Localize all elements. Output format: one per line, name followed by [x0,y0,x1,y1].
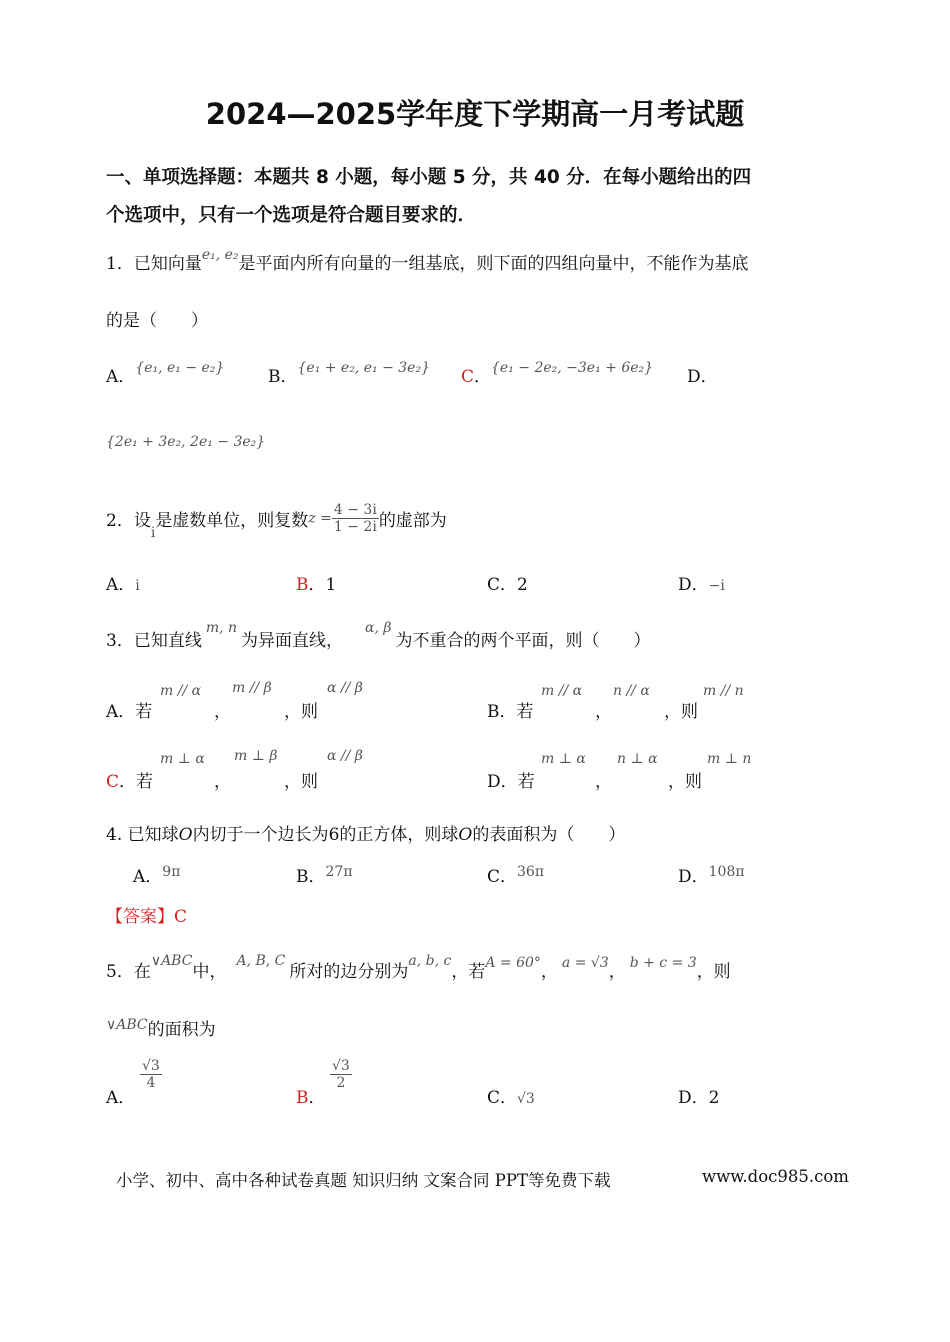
q4-text-b: 内切于一个边长为 [192,825,329,845]
q2-z: z = [308,510,332,527]
q1-option-a [106,362,224,387]
q1-option-b [268,362,430,387]
section-heading-line2: 个选项中，只有一个选项是符合题目要求的． [106,205,477,226]
q4-o: O [178,825,193,845]
q4-six: 6 [328,825,340,845]
q4-c-math: 36π [517,864,545,880]
q2-option-d [678,570,725,595]
q4-b-label: B． [296,867,326,887]
q3-c-cond1: m ⊥ α [160,751,205,767]
q3-option-c-label [106,767,153,792]
q5-triangle: ∨ABC [150,953,193,969]
q4-b-math: 27π [325,864,353,880]
question-5-stem-line2 [106,1015,216,1040]
q1-b-label: B． [268,367,298,387]
q3-b-cond3: m // n [703,683,744,699]
q5-b-denominator: 2 [336,1075,346,1091]
q4-d-math: 108π [708,864,745,880]
q3-b-cond1: m // α [541,683,583,699]
q3-a-then: ，则 [284,702,318,722]
q4-o-2: O [458,825,473,845]
q2-c-value: 2 [517,575,528,595]
q2-pre: 2．设 [106,511,151,531]
q2-a-math: i [135,578,140,594]
q5-mid3: ，若 [451,962,486,982]
q1-a-label: A． [106,367,136,387]
q3-option-d-label: D．若 [487,772,535,792]
q3-c-then: ，则 [284,772,318,792]
q1-b-math: {e₁ + e₂, e₁ − 3e₂} [297,360,430,376]
q1-a-math: {e₁, e₁ − e₂} [135,360,225,376]
q3-a-comma: ， [214,702,231,722]
q1-vectors: e₁, e₂ [201,247,239,263]
q2-option-a [106,570,140,595]
q5-mid1: 中， [192,962,227,982]
q2-post: 的虚部为 [378,511,447,531]
q3-option-a-label: A．若 [106,702,153,722]
q5-sides: a, b, c [408,953,452,969]
footer-promo-text: 小学、初中、高中各种试卷真题 知识归纳 文案合同 PPT等免费下载 [116,1171,611,1190]
q3-post: 为不重合的两个平面，则（ ） [395,631,651,651]
q4-option-b [296,862,353,887]
q2-option-b [296,570,336,595]
q5-d-value: 2 [708,1088,720,1108]
q1-option-c [461,362,653,387]
q1-post: 是平面内所有向量的一组基底，则下面的四组向量中，不能作为基底 [238,254,749,274]
q2-a-label: A． [106,575,136,595]
question-1-stem-line2: 的是（ ） [106,311,208,331]
q5-c-label: C． [487,1088,518,1108]
q3-d-comma: ， [595,772,612,792]
q4-a-label: A． [133,867,163,887]
q4-c-label: C． [487,867,518,887]
page-title: 2024—2025学年度下学期高一月考试题 [205,97,745,131]
q5-post: ，则 [696,962,731,982]
q5-option-c [487,1083,535,1108]
q4-option-c [487,862,544,887]
q2-option-c [487,570,528,595]
q5-line2-triangle: ∨ABC [106,1017,148,1033]
question-2-stem [106,502,447,550]
q5-a-numerator: √3 [142,1058,160,1074]
q3-option-b-label: B．若 [487,702,534,722]
q5-cond3: b + c = 3 [629,955,697,971]
q2-b-label: B [296,575,309,595]
q3-ab: α, β [365,620,392,636]
q3-pre: 3．已知直线 [106,631,202,651]
q5-option-b-label [296,1083,326,1108]
q4-text-c: 的正方体，则球 [339,825,459,845]
q4-option-a [133,862,180,887]
q2-fraction [332,502,379,535]
q5-b-fraction [330,1058,352,1091]
q5-a-denominator: 4 [146,1075,156,1091]
question-3-stem [106,620,651,651]
q5-b-letter: B [296,1088,309,1108]
q5-d-label: D． [678,1088,709,1108]
q3-c-cond3: α // β [327,748,363,764]
q1-option-d-label: D． [687,367,718,387]
q2-numerator: 4 − 3i [333,502,377,518]
q5-b-dot: ． [308,1088,326,1108]
q5-mid2: 所对的边分别为 [289,962,409,982]
q3-b-then: ，则 [664,702,698,722]
q4-a-math: 9π [162,864,181,880]
q2-d-label: D． [678,575,709,595]
q4-text-d: 的表面积为（ ） [472,825,626,845]
q3-c-cond2: m ⊥ β [234,748,278,764]
q5-angles: A, B, C [236,953,286,969]
q3-d-then: ，则 [668,772,702,792]
q3-b-cond2: n // α [613,683,650,699]
q1-c-label: C [461,367,475,387]
q3-a-cond2: m // β [232,680,272,696]
q4-answer: 【答案】C [106,907,188,927]
q5-cond1: A = 60° [485,955,541,971]
q2-d-math: −i [708,578,725,594]
q5-option-a-label: A． [106,1088,136,1108]
q3-mid: 为异面直线， [241,631,344,651]
q5-option-d [678,1083,719,1108]
q2-b-dot: ． [308,575,326,595]
q2-denominator: 1 − 2i [333,519,377,535]
q3-c-comma: ， [214,772,231,792]
q3-a-cond3: α // β [327,680,363,696]
q3-a-cond1: m // α [160,683,202,699]
q5-comma1: ， [540,962,558,982]
question-4-stem [106,820,625,845]
q2-i: i [150,525,156,541]
q4-text-a: 4. 已知球 [106,825,179,845]
q3-d-cond2: n ⊥ α [617,751,658,767]
footer-website: www.doc985.com [702,1167,849,1186]
q1-c-math: {e₁ − 2e₂, −3e₁ + 6e₂} [491,360,654,376]
q1-c-dot: ． [474,367,492,387]
q2-c-label: C． [487,575,518,595]
section-heading-line1: 一、单项选择题：本题共 8 小题，每小题 5 分，共 40 分．在每小题给出的四 [106,167,752,188]
q3-d-cond3: m ⊥ n [707,751,752,767]
q1-pre: 1．已知向量 [106,254,202,274]
q5-cond2: a = √3 [561,955,609,971]
q2-b-value: 1 [325,575,337,595]
q3-b-comma: ， [595,702,612,722]
q5-b-numerator: √3 [332,1058,350,1074]
q5-comma2: ， [608,962,626,982]
q3-c-text: ．若 [119,772,154,792]
q5-a-fraction [140,1058,162,1091]
q5-line2-text: 的面积为 [147,1020,216,1040]
question-5-stem [106,953,731,982]
q3-mn: m, n [205,620,238,636]
q5-pre: 5．在 [106,962,151,982]
question-1-stem [106,249,749,274]
q4-d-label: D． [678,867,709,887]
q3-d-cond1: m ⊥ α [541,751,586,767]
q3-c-letter: C [106,772,120,792]
q4-option-d [678,862,745,887]
q5-c-math: √3 [517,1091,535,1107]
q1-d-math: {2e₁ + 3e₂, 2e₁ − 3e₂} [106,434,266,450]
q2-mid: 是虚数单位，则复数 [155,511,309,531]
